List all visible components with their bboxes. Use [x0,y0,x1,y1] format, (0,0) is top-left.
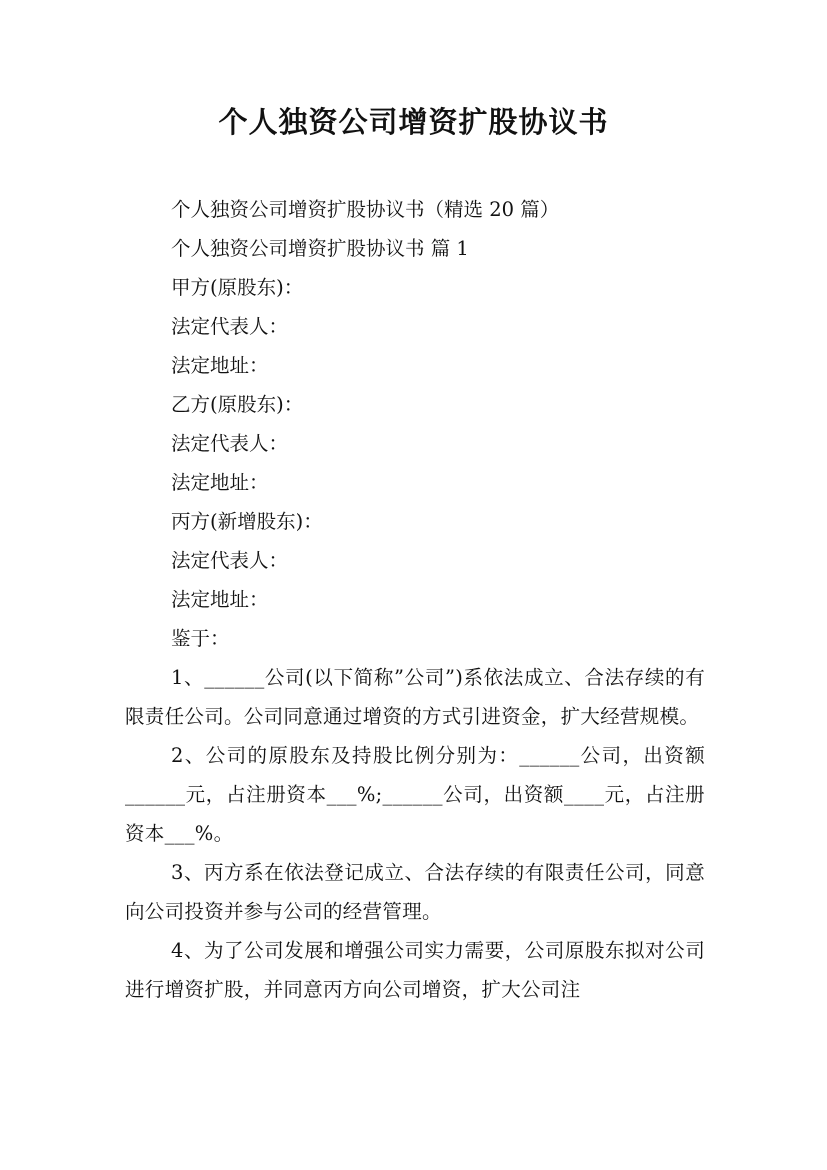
party-a-label: 甲方(原股东)： [171,276,304,299]
whereas-label: 鉴于： [171,627,230,650]
party-c-label: 丙方(新增股东)： [171,510,323,533]
party-a-representative: 法定代表人： [171,315,289,338]
party-b-label: 乙方(原股东)： [171,393,304,416]
document-body [125,190,705,1009]
clause-3: 3、丙方系在依法登记成立、合法存续的有限责任公司，同意向公司投资并参与公司的经营管理。 [125,861,705,923]
party-c-address: 法定地址： [171,588,269,611]
document-title: 个人独资公司增资扩股协议书 [218,105,609,139]
subtitle-line: 个人独资公司增资扩股协议书（精选 20 篇） [171,198,560,221]
clause-4: 4、为了公司发展和增强公司实力需要，公司原股东拟对公司进行增资扩股，并同意丙方向公司增资，扩大公司注 [125,939,705,1001]
clause-2: 2、公司的原股东及持股比例分别为：______公司，出资额______元，占注册资本___%;______公司，出资额____元，占注册资本___%。 [125,744,705,845]
party-b-representative: 法定代表人： [171,432,289,455]
clause-1: 1、______公司(以下简称”公司”)系依法成立、合法存续的有限责任公司。公司同意通过增资的方式引进资金，扩大经营规模。 [125,666,705,728]
section-heading: 个人独资公司增资扩股协议书 篇 1 [171,237,469,260]
party-c-representative: 法定代表人： [171,549,289,572]
party-b-address: 法定地址： [171,471,269,494]
party-a-address: 法定地址： [171,354,269,377]
